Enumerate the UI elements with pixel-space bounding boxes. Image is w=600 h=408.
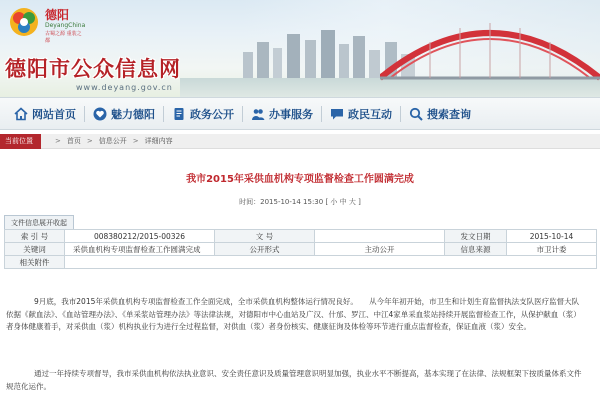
nav-label-home: 网站首页	[32, 107, 76, 121]
search-icon	[409, 107, 423, 121]
nav-label-services: 办事服务	[269, 107, 313, 121]
index-number-value: 008380212/2015-00326	[65, 230, 215, 243]
table-row	[5, 230, 597, 243]
article-title: 我市2015年采供血机构专项监督检查工作圆满完成	[186, 174, 414, 185]
document-icon	[172, 107, 186, 121]
font-size-small[interactable]: 小	[330, 198, 338, 206]
site-url: www.deyang.gov.cn	[76, 83, 173, 92]
site-banner	[0, 0, 600, 97]
nav-label-gov-open: 政务公开	[190, 107, 234, 121]
time-label: 时间	[239, 198, 254, 206]
disclosure-form-value: 主动公开	[315, 243, 445, 256]
file-info-toggle[interactable]: 文件信息展开收起	[4, 215, 74, 229]
document-number-label: 文 号	[215, 230, 315, 243]
main-navigation	[0, 97, 600, 130]
nav-item-search[interactable]	[401, 97, 479, 130]
font-size-large[interactable]: 大	[348, 198, 356, 206]
index-number-label: 索 引 号	[5, 230, 65, 243]
nav-item-interaction[interactable]	[322, 97, 400, 130]
nav-item-home[interactable]	[6, 97, 84, 130]
nav-item-services[interactable]	[243, 97, 321, 130]
red-arch-bridge-image	[380, 8, 600, 88]
nav-item-charm[interactable]	[85, 97, 163, 130]
document-number-value	[315, 230, 445, 243]
chat-icon	[330, 107, 344, 121]
breadcrumb-detail: 详细内容	[144, 137, 173, 145]
breadcrumb-separator: >	[86, 137, 93, 145]
table-row	[5, 243, 597, 256]
article-paragraph: 通过一年持续专项督导，我市采供血机构依法执业意识、安全责任意识及质量管理意识明显加强，执业水平不断提高，基本实现了在法律、法规框架下按质量体系文件规范化运作。	[6, 369, 582, 391]
breadcrumb-home[interactable]: 首页	[66, 137, 81, 145]
breadcrumb-info-open[interactable]: 信息公开	[98, 137, 127, 145]
keywords-label: 关键词	[5, 243, 65, 256]
info-source-label: 信息来源	[445, 243, 507, 256]
attachments-label: 相关附件	[5, 256, 65, 269]
nav-item-gov-open[interactable]	[164, 97, 242, 130]
breadcrumb-separator: >	[132, 137, 139, 145]
current-location-tag: 当前位置	[0, 134, 41, 149]
breadcrumb	[0, 134, 600, 149]
logo-name: 德阳	[45, 8, 70, 22]
breadcrumb-separator: >	[55, 137, 61, 145]
logo-slogan: 古蜀之源 重装之都	[45, 31, 82, 44]
file-info-table	[4, 229, 597, 269]
article-meta: 时间：2015-10-14 15:30 [ 小 中 大 ]	[239, 198, 361, 206]
people-icon	[251, 107, 265, 121]
table-row	[5, 256, 597, 269]
home-icon	[14, 107, 28, 121]
keywords-value: 采供血机构专项监督检查工作圆满完成	[65, 243, 215, 256]
attachments-value	[65, 256, 597, 269]
logo-english: DeyangChina	[45, 22, 86, 29]
site-title: 德阳市公众信息网	[5, 56, 181, 81]
disclosure-form-label: 公开形式	[215, 243, 315, 256]
nav-label-search: 搜索查询	[427, 107, 471, 121]
nav-label-interaction: 政民互动	[348, 107, 392, 121]
publish-time: 2015-10-14 15:30	[260, 198, 324, 206]
issue-date-label: 发文日期	[445, 230, 507, 243]
issue-date-value: 2015-10-14	[507, 230, 597, 243]
heart-icon	[93, 107, 107, 121]
nav-label-charm: 魅力德阳	[111, 107, 155, 121]
info-source-value: 市卫计委	[507, 243, 597, 256]
font-size-medium[interactable]: 中	[339, 198, 347, 206]
deyang-logo[interactable]	[5, 3, 85, 45]
deyang-emblem-icon	[8, 6, 40, 38]
article-paragraph: 9月底，我市2015年采供血机构专项监督检查工作全面完成，全市采供血机构整体运行情况良好。 从今年年初开始，市卫生和计划生育监督执法支队医疗监督大队依据《献血法》、《血站管理办法》、《单采浆站管理办法》等法律法规，对德阳市中心血站及广汉、什邡、罗江、中江4家单采血浆站持续开展监督检查工作，从保护献血（浆）者身体健康着手，对采供血（浆）机构执业行为进行全过程监督，对供血（浆）者身份核实、健康征询及体检等环节进行重点监督检查，保证血液（浆）安全。	[6, 297, 581, 331]
